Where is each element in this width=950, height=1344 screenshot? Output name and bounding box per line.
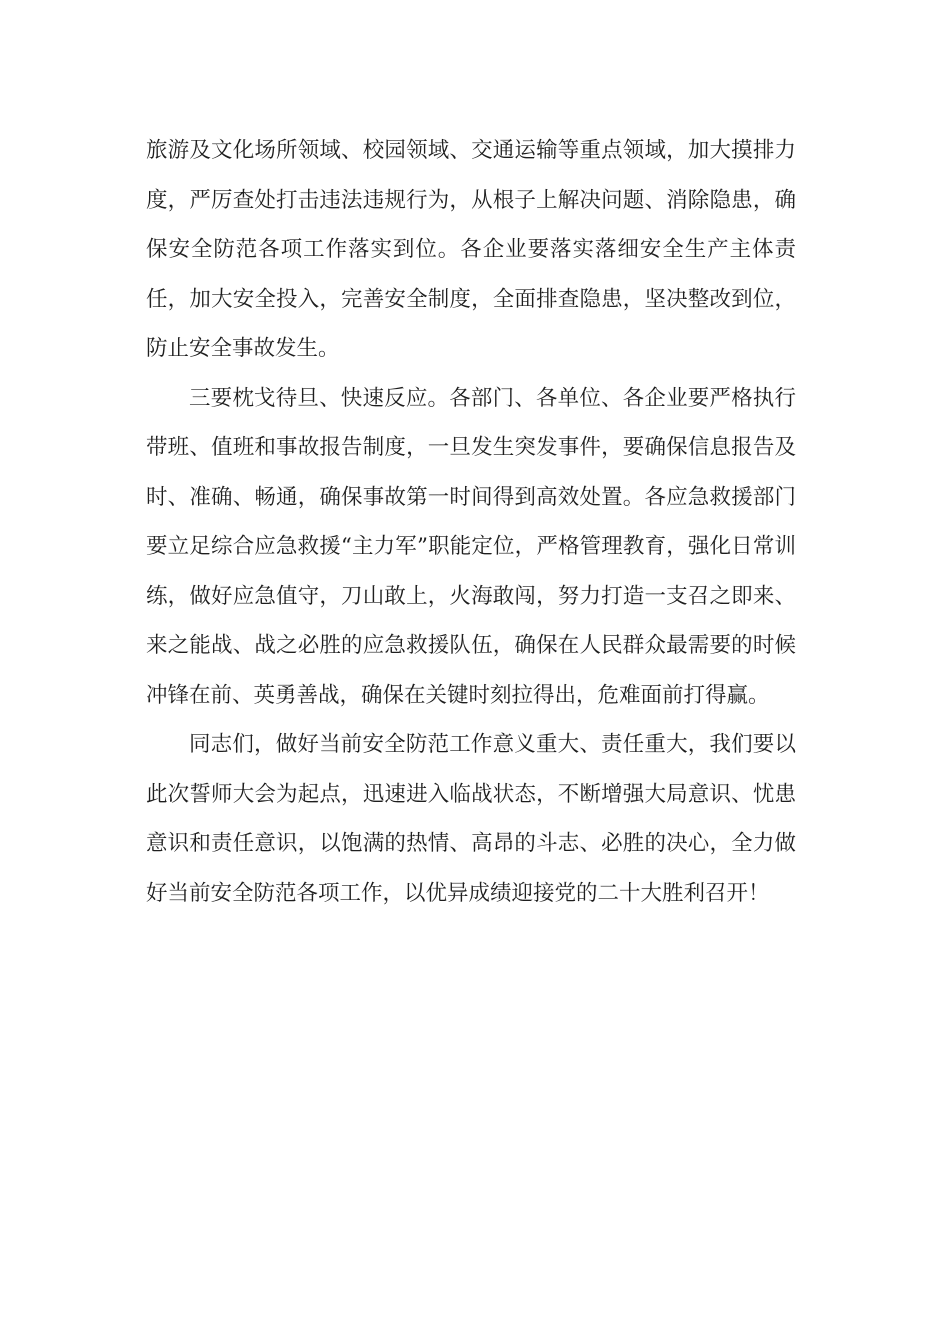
document-body	[146, 126, 796, 918]
paragraph-continued: 旅游及文化场所领域、校园领域、交通运输等重点领域，加大摸排力度，严厉查处打击违法违规行为，从根子上解决问题、消除隐患，确保安全防范各项工作落实到位。各企业要落实落细安全生产主体责任，加大安全投入，完善安全制度，全面排查隐患，坚决整改到位，防止安全事故发生。	[146, 138, 796, 361]
paragraph-rapid-response: 三要枕戈待旦、快速反应。各部门、各单位、各企业要严格执行带班、值班和事故报告制度，一旦发生突发事件，要确保信息报告及时、准确、畅通，确保事故第一时间得到高效处置。各应急救援部门要立足综合应急救援“主力军”职能定位，严格管理教育，强化日常训练，做好应急值守，刀山敢上，火海敢闯，努力打造一支召之即来、来之能战、战之必胜的应急救援队伍，确保在人民群众最需要的时候冲锋在前、英勇善战，确保在关键时刻拉得出，危难面前打得赢。	[146, 385, 796, 708]
paragraph-closing: 同志们，做好当前安全防范工作意义重大、责任重大，我们要以此次誓师大会为起点，迅速进入临战状态，不断增强大局意识、忧患意识和责任意识，以饱满的热情、高昂的斗志、必胜的决心，全力做好当前安全防范各项工作，以优异成绩迎接党的二十大胜利召开！	[146, 732, 796, 906]
